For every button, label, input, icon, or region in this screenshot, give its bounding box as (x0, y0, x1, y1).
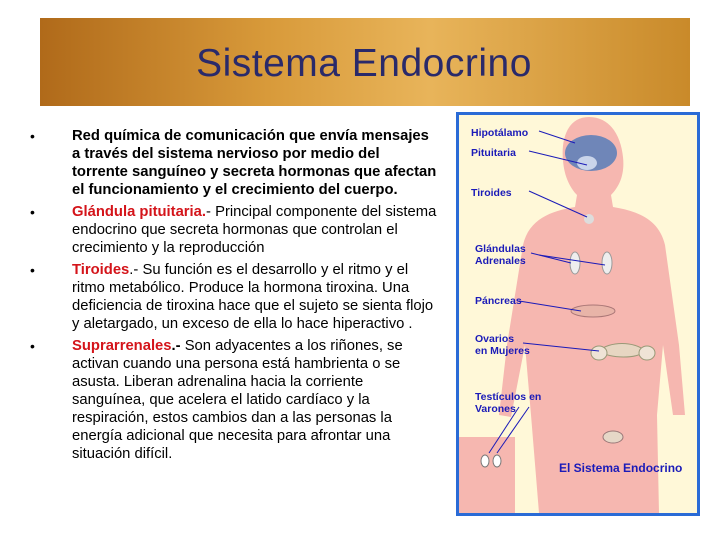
bullet-term: Tiroides (72, 262, 130, 278)
bullet-item (28, 337, 438, 463)
bullet-text: - Principal componente del sistema endocrino que secreta hormonas que controlan el crecimiento y la reproducción (72, 204, 437, 256)
label-ovarios: Ovarios (475, 333, 515, 345)
bullet-text: Red química de comunicación que envía mensajes a través del sistema nervioso por medio del torrente sanguíneo y secreta hormonas que afectan el funcionamiento y el crecimiento del cuerpo. (72, 128, 437, 198)
bullet-term-sep: .- (171, 338, 181, 354)
bullet-dot-icon: • (30, 338, 35, 354)
bullet-term: Suprarrenales (72, 338, 172, 354)
testis-left (481, 455, 489, 467)
label-varones: Varones (475, 403, 516, 415)
label-testiculos: Testículos en (475, 391, 542, 403)
body-silhouette (459, 115, 697, 513)
label-adrenales: Adrenales (475, 255, 526, 267)
bullet-term: Glándula pituitaria (72, 204, 202, 220)
bullet-list (28, 127, 438, 467)
bullet-term-sep: . (201, 204, 207, 220)
bullet-term-sep: . (129, 262, 134, 278)
slide-title: Sistema Endocrino (196, 42, 532, 85)
label-tiroides: Tiroides (471, 187, 512, 199)
kidney-left (570, 252, 580, 274)
pancreas-shape (571, 305, 615, 317)
bullet-text: Son adyacentes a los riñones, se activan cuando una persona está hambrienta o se asusta. Liberan adrenalina hacia la corriente sanguínea, que acelera el latido cardíaco y la respiración, estos cambios dan a las personas la energía adicional que necesita para afrontar una situación difícil. (72, 338, 403, 462)
label-en-mujeres: en Mujeres (475, 345, 530, 357)
label-glandulas: Glándulas (475, 243, 526, 255)
body-shape-lower-left (459, 437, 515, 513)
ovary-left (591, 346, 607, 360)
bullet-dot-icon: • (30, 204, 35, 220)
figure-caption: El Sistema Endocrino (559, 461, 683, 475)
label-pituitaria: Pituitaria (471, 147, 516, 159)
thyroid-shape (584, 214, 594, 224)
bullet-item (28, 261, 438, 333)
bullet-dot-icon: • (30, 262, 35, 278)
kidney-right (602, 252, 612, 274)
label-pancreas: Páncreas (475, 295, 522, 307)
bullet-text: - Su función es el desarrollo y el ritmo y el ritmo metabólico. Produce la hormona tiroxina. Una deficiencia de tiroxina hace que el sujeto se sienta flojo y aletargado, un exceso de ella lo hace hiperactivo . (72, 262, 434, 332)
ovary-right (639, 346, 655, 360)
uterus-shape (603, 431, 623, 443)
endocrine-figure (456, 112, 700, 516)
testis-right (493, 455, 501, 467)
bullet-dot-icon: • (30, 128, 35, 144)
bullet-item (28, 127, 438, 199)
bullet-item (28, 203, 438, 257)
label-hipotalamo: Hipotálamo (471, 127, 529, 139)
